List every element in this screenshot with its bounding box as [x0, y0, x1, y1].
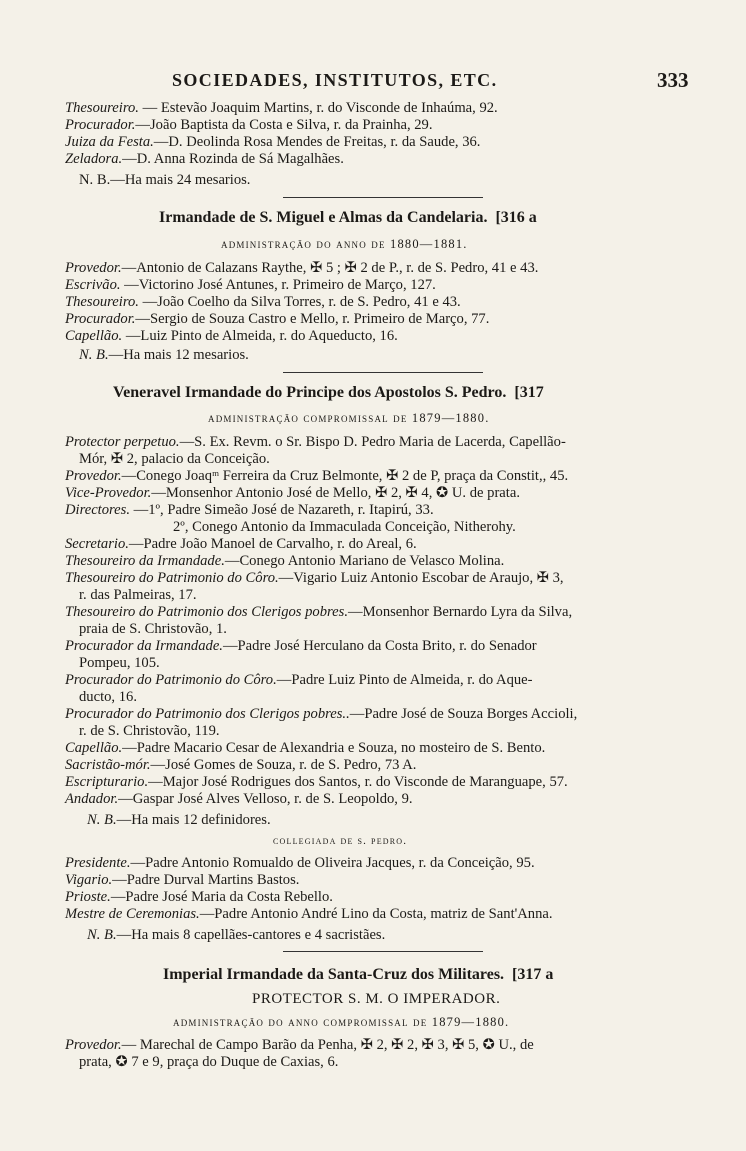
- entry-provedor: Provedor.—Conego Joaqᵐ Ferreira da Cruz Belmonte, ✠ 2 de P, praça da Constit,, 45.: [65, 468, 569, 484]
- note-nb: N. B.—Ha mais 12 definidores.: [87, 812, 271, 828]
- entry-procurador: Procurador.—Sergio de Souza Castro e Mello, r. Primeiro de Março, 77.: [65, 311, 490, 327]
- header-title: SOCIEDADES, INSTITUTOS, ETC.: [172, 70, 498, 90]
- entry-continuation: prata, ✪ 7 e 9, praça do Duque de Caxias, 6.: [79, 1054, 339, 1070]
- section-divider: [283, 197, 483, 198]
- administration-line: administração compromissal de 1879—1880.: [208, 411, 490, 425]
- administration-line: administração do anno de 1880—1881.: [221, 237, 468, 251]
- entry-presidente: Presidente.—Padre Antonio Romualdo de Oliveira Jacques, r. da Conceição, 95.: [65, 855, 535, 871]
- entry-procurador-clerigos: Procurador do Patrimonio dos Clerigos pobres..—Padre José de Souza Borges Accioli,: [65, 706, 578, 722]
- entry-escripturario: Escripturario.—Major José Rodrigues dos Santos, r. do Visconde de Maranguape, 57.: [65, 774, 568, 790]
- entry-provedor: Provedor.—Antonio de Calazans Raythe, ✠ 5 ; ✠ 2 de P., r. de S. Pedro, 41 e 43.: [65, 260, 539, 276]
- note-nb: N. B.—Ha mais 24 mesarios.: [79, 172, 251, 188]
- running-header: [0, 70, 746, 96]
- entry-thesoureiro-coro: Thesoureiro do Patrimonio do Côro.—Vigario Luiz Antonio Escobar de Araujo, ✠ 3,: [65, 570, 564, 586]
- entry-continuation: Mór, ✠ 2, palacio da Conceição.: [79, 451, 270, 467]
- entry-protector: Protector perpetuo.—S. Ex. Revm. o Sr. Bispo D. Pedro Maria de Lacerda, Capellão-: [65, 434, 566, 450]
- page-number: 333: [657, 68, 689, 92]
- entry-secretario: Secretario.—Padre João Manoel de Carvalho, r. do Areal, 6.: [65, 536, 417, 552]
- section-heading-sao-pedro: Veneravel Irmandade do Principe dos Apostolos S. Pedro. [317: [113, 384, 544, 401]
- entry-escrivao: Escrivão. —Victorino José Antunes, r. Primeiro de Março, 127.: [65, 277, 436, 293]
- entry-vigario: Vigario.—Padre Durval Martins Bastos.: [65, 872, 300, 888]
- entry-procurador-coro: Procurador do Patrimonio do Côro.—Padre Luiz Pinto de Almeida, r. do Aque-: [65, 672, 533, 688]
- entry-continuation: ducto, 16.: [79, 689, 137, 705]
- administration-line: administração do anno compromissal de 1879—1880.: [173, 1015, 510, 1029]
- protector-line: PROTECTOR S. M. O IMPERADOR.: [252, 991, 501, 1007]
- entry-provedor: Provedor.— Marechal de Campo Barão da Penha, ✠ 2, ✠ 2, ✠ 3, ✠ 5, ✪ U., de: [65, 1037, 534, 1053]
- entry-prioste: Prioste.—Padre José Maria da Costa Rebello.: [65, 889, 333, 905]
- entry-andador: Andador.—Gaspar José Alves Velloso, r. de S. Leopoldo, 9.: [65, 791, 413, 807]
- entry-continuation: 2º, Conego Antonio da Immaculada Conceição, Nitherohy.: [173, 519, 516, 535]
- note-nb: N. B.—Ha mais 12 mesarios.: [79, 347, 249, 363]
- entry-sacristao-mor: Sacristão-mór.—José Gomes de Souza, r. de S. Pedro, 73 A.: [65, 757, 417, 773]
- section-divider: [283, 951, 483, 952]
- section-divider: [283, 372, 483, 373]
- entry-thesoureiro-clerigos: Thesoureiro do Patrimonio dos Clerigos pobres.—Monsenhor Bernardo Lyra da Silva,: [65, 604, 573, 620]
- entry-capellao: Capellão.—Padre Macario Cesar de Alexandria e Souza, no mosteiro de S. Bento.: [65, 740, 546, 756]
- entry-thesoureiro: Thesoureiro. — Estevão Joaquim Martins, r. do Visconde de Inhaúma, 92.: [65, 100, 498, 116]
- section-heading-sao-miguel: Irmandade de S. Miguel e Almas da Candelaria. [316 a: [159, 209, 537, 226]
- entry-directores: Directores. —1º, Padre Simeão José de Nazareth, r. Itapirú, 33.: [65, 502, 434, 518]
- entry-continuation: praia de S. Christovão, 1.: [79, 621, 227, 637]
- entry-procurador: Procurador.—João Baptista da Costa e Silva, r. da Prainha, 29.: [65, 117, 433, 133]
- note-nb: N. B.—Ha mais 8 capellães-cantores e 4 sacristães.: [87, 927, 386, 943]
- entry-continuation: r. das Palmeiras, 17.: [79, 587, 197, 603]
- entry-zeladora: Zeladora.—D. Anna Rozinda de Sá Magalhães.: [65, 151, 344, 167]
- entry-thesoureiro-irmandade: Thesoureiro da Irmandade.—Conego Antonio Mariano de Velasco Molina.: [65, 553, 505, 569]
- section-heading-santa-cruz: Imperial Irmandade da Santa-Cruz dos Militares. [317 a: [163, 966, 554, 983]
- subsection-heading-collegiada: collegiada de s. pedro.: [273, 835, 408, 847]
- entry-capellao: Capellão. —Luiz Pinto de Almeida, r. do Aqueducto, 16.: [65, 328, 398, 344]
- entry-vice-provedor: Vice-Provedor.—Monsenhor Antonio José de Mello, ✠ 2, ✠ 4, ✪ U. de prata.: [65, 485, 520, 501]
- entry-continuation: r. de S. Christovão, 119.: [79, 723, 220, 739]
- entry-thesoureiro: Thesoureiro. —João Coelho da Silva Torres, r. de S. Pedro, 41 e 43.: [65, 294, 461, 310]
- entry-procurador-irmandade: Procurador da Irmandade.—Padre José Herculano da Costa Brito, r. do Senador: [65, 638, 537, 654]
- entry-continuation: Pompeu, 105.: [79, 655, 160, 671]
- entry-mestre-ceremonias: Mestre de Ceremonias.—Padre Antonio André Lino da Costa, matriz de Sant'Anna.: [65, 906, 553, 922]
- entry-juiza-festa: Juiza da Festa.—D. Deolinda Rosa Mendes de Freitas, r. da Saude, 36.: [65, 134, 481, 150]
